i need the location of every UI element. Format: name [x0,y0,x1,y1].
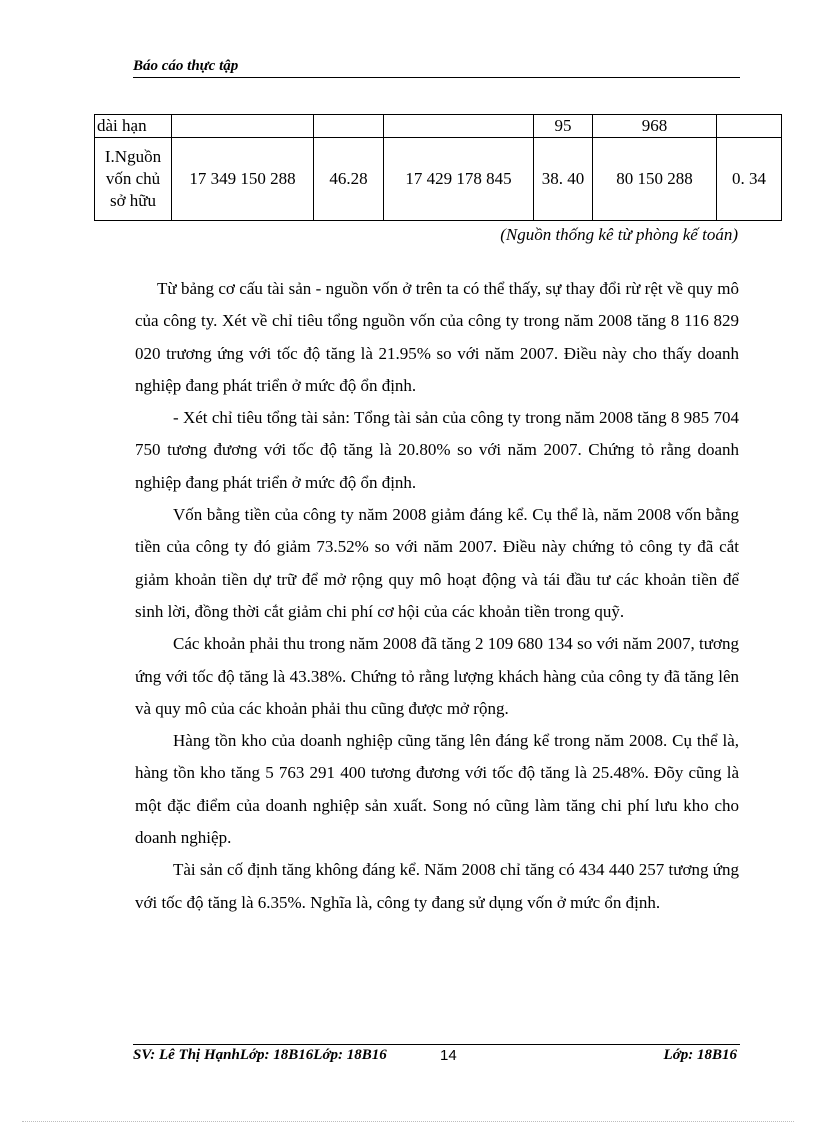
footer-student-info: SV: Lê Thị HạnhLớp: 18B16Lớp: 18B16 [133,1047,387,1063]
rate-cell [717,115,782,138]
paragraph: Tài sản cố định tăng không đáng kể. Năm 2008 chỉ tăng có 434 440 257 tương ứng với tốc độ tăng là 6.35%. Nghĩa là, công ty đang sử dụng vốn ở mức ổn định. [135,860,739,912]
percent-2008-cell: 95 [534,115,593,138]
table-row [95,138,782,221]
table-row [95,115,782,138]
page-number: 14 [440,1047,457,1064]
header-rule [133,77,740,78]
footer-rule [133,1044,740,1045]
financial-table [94,114,782,221]
paragraph: Các khoản phải thu trong năm 2008 đã tăng 2 109 680 134 so với năm 2007, tương ứng với tốc độ tăng là 43.38%. Chứng tỏ rằng lượng khách hàng của công ty đã tăng lên và quy mô của các khoản phải thu cũng được mở rộng. [135,634,739,718]
percent-2008-cell: 38. 40 [534,138,593,221]
percent-2007-cell: 46.28 [314,138,384,221]
percent-2007-cell [314,115,384,138]
paragraph: Hàng tồn kho của doanh nghiệp cũng tăng lên đáng kể trong năm 2008. Cụ thể là, hàng tồn kho tăng 5 763 291 400 tương đương với tốc độ tăng là 25.48%. Đõy cũng là một đặc điểm của doanh nghiệp sản xuất. Song nó cũng làm tăng chi phí lưu kho cho doanh nghiệp. [135,731,739,848]
difference-cell: 968 [593,115,717,138]
value-2007-cell [172,115,314,138]
rate-cell: 0. 34 [717,138,782,221]
page-edge-divider [22,1121,794,1122]
value-2007-cell: 17 349 150 288 [172,138,314,221]
paragraph: - Xét chỉ tiêu tổng tài sản: Tổng tài sản của công ty trong năm 2008 tăng 8 985 704 750 tương đương với tốc độ tăng là 20.80% so với năm 2007. Chứng tỏ rằng doanh nghiệp đang phát triển ở mức độ ổn định. [135,408,739,492]
header-title: Báo cáo thực tập [133,58,239,74]
value-2008-cell [384,115,534,138]
source-note: (Nguồn thống kê từ phòng kế toán) [500,225,738,244]
paragraph: Vốn bằng tiền của công ty năm 2008 giảm đáng kể. Cụ thể là, năm 2008 vốn bằng tiền của công ty đó giảm 73.52% so với năm 2007. Điều này chứng tỏ công ty đã cắt giảm khoản tiền dự trữ để mở rộng quy mô hoạt động và tái đầu tư các khoản tiền để sinh lời, đồng thời cắt giảm chi phí cơ hội của các khoản tiền trong quỹ. [135,505,739,621]
row-label: I.Nguồn vốn chủ sở hữu [95,138,172,221]
body-text [135,273,739,919]
row-label: dài hạn [95,115,172,138]
paragraph: Từ bảng cơ cấu tài sản - nguồn vốn ở trên ta có thể thấy, sự thay đổi rừ rệt về quy mô của công ty. Xét về chỉ tiêu tổng nguồn vốn của công ty trong năm 2008 tăng 8 116 829 020 trương ứng với tốc độ tăng là 21.95% so với năm 2007. Điều này cho thấy doanh nghiệp đang phát triển ở mức độ ổn định. [135,279,739,395]
footer-class: Lớp: 18B16 [663,1047,737,1063]
value-2008-cell: 17 429 178 845 [384,138,534,221]
difference-cell: 80 150 288 [593,138,717,221]
